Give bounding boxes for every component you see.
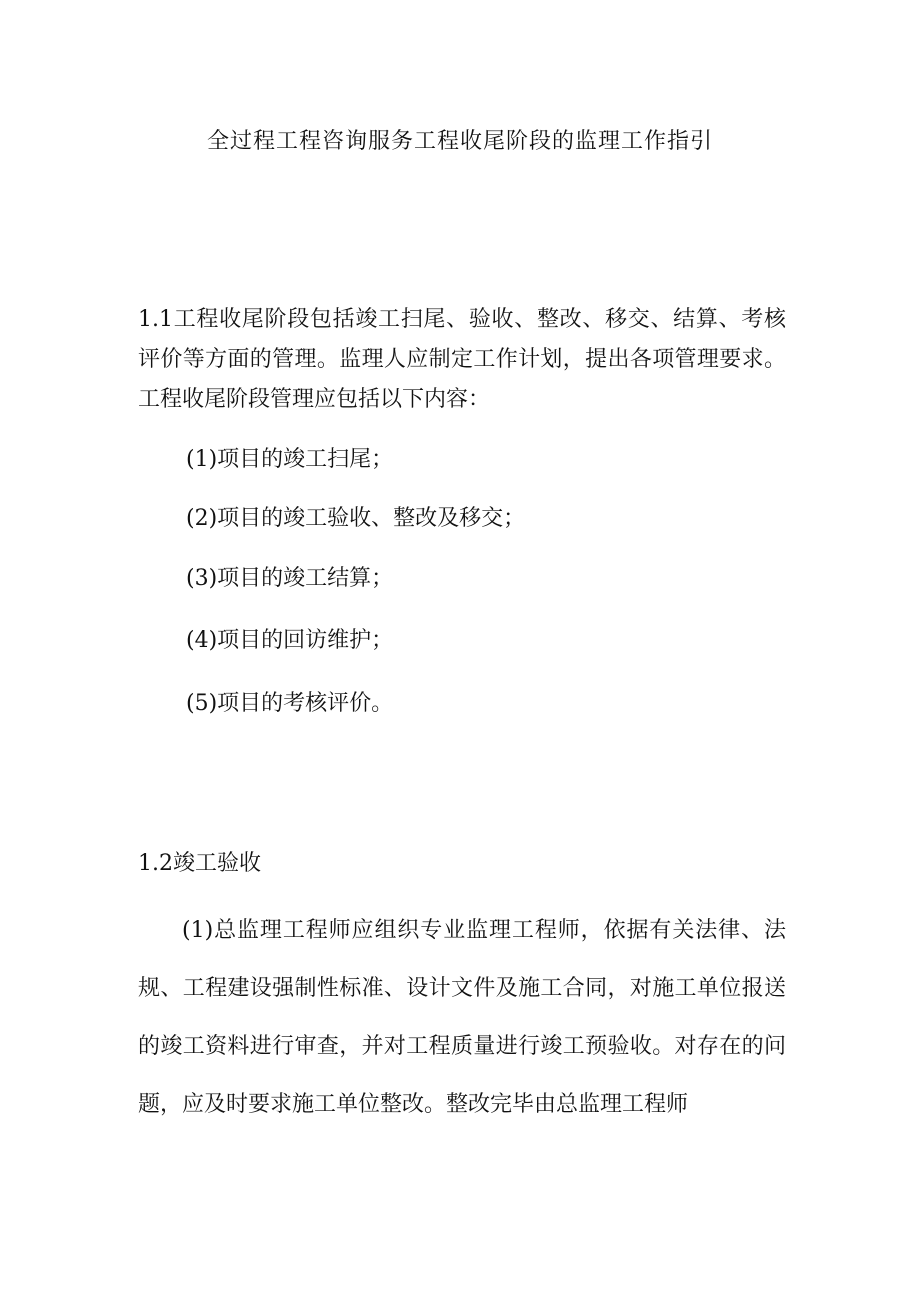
list-item: (5)项目的考核评价。 xyxy=(186,691,394,716)
list-item: (4)项目的回访维护； xyxy=(186,628,394,653)
section-2-heading: 1.2竣工验收 xyxy=(138,851,261,876)
list-item: (1)项目的竣工扫尾； xyxy=(186,447,394,472)
section-2-paragraph: (1)总监理工程师应组织专业监理工程师，依据有关法律、法规、工程建设强制性标准、设计文件及施工合同，对施工单位报送的竣工资料进行审查，并对工程质量进行竣工预验收。对存在的问题，应及时要求施工单位整改。整改完毕由总监理工程师 xyxy=(138,918,786,1117)
section-1-paragraph: 1.1工程收尾阶段包括竣工扫尾、验收、整改、移交、结算、考核评价等方面的管理。监理人应制定工作计划，提出各项管理要求。工程收尾阶段管理应包括以下内容： xyxy=(138,307,786,412)
document-title: 全过程工程咨询服务工程收尾阶段的监理工作指引 xyxy=(206,129,713,154)
list-item: (3)项目的竣工结算； xyxy=(186,566,394,591)
list-item: (2)项目的竣工验收、整改及移交； xyxy=(186,506,526,531)
